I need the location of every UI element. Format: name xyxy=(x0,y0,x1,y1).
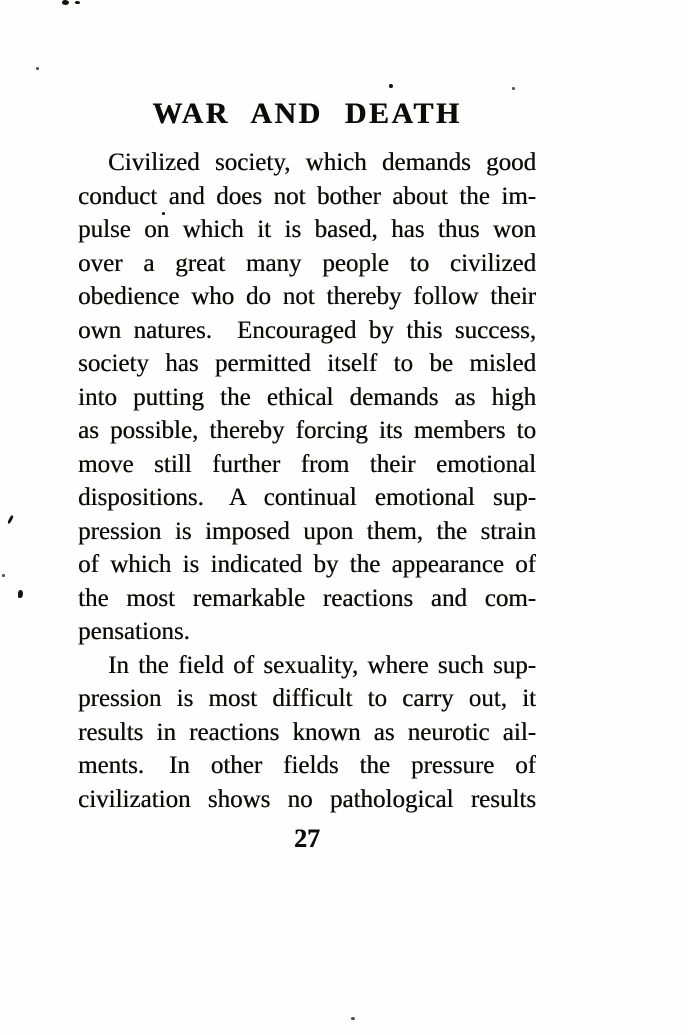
scan-speck xyxy=(389,84,393,88)
text-line: pression is most difficult to carry out, it xyxy=(78,685,536,712)
text-line: of which is indicated by the appearance of xyxy=(78,551,536,578)
text-line: pulse on which it is based, has thus won xyxy=(78,216,536,243)
scan-speck xyxy=(75,1,80,4)
text-line: conduct and does not bother about the im- xyxy=(78,182,536,210)
scan-speck xyxy=(162,212,165,215)
text-line: own natures. Encouraged by this success, xyxy=(78,316,536,344)
text-line: obedience who do not thereby follow their xyxy=(78,283,536,310)
text-line: results in reactions known as neurotic ail- xyxy=(78,718,536,746)
text-line: In the field of sexuality, where such sup- xyxy=(108,651,536,679)
text-line: society has permitted itself to be misled xyxy=(78,350,536,377)
text-line: pensations. xyxy=(78,618,190,645)
scan-speck xyxy=(18,590,23,598)
text-line: move still further from their emotional xyxy=(78,450,536,478)
text-line: the most remarkable reactions and com- xyxy=(78,584,536,612)
text-line: civilization shows no pathological results xyxy=(78,785,536,813)
scan-speck xyxy=(2,574,5,577)
body-text xyxy=(78,146,536,816)
scan-speck xyxy=(7,515,14,524)
scan-speck xyxy=(512,87,515,90)
text-line: pression is imposed upon them, the strain xyxy=(78,517,536,545)
text-line: Civilized society, which demands good xyxy=(108,149,536,176)
text-line: into putting the ethical demands as high xyxy=(78,383,536,411)
scan-speck xyxy=(351,1017,355,1020)
chapter-title: WAR AND DEATH xyxy=(152,97,462,130)
page-number: 27 xyxy=(294,824,320,853)
scan-speck xyxy=(62,0,69,5)
text-line: as possible, thereby forcing its members to xyxy=(78,417,536,444)
scan-speck xyxy=(36,67,39,70)
text-line: ments. In other fields the pressure of xyxy=(78,752,536,779)
text-line: over a great many people to civilized xyxy=(78,249,536,277)
text-line: dispositions. A continual emotional sup- xyxy=(78,484,536,511)
